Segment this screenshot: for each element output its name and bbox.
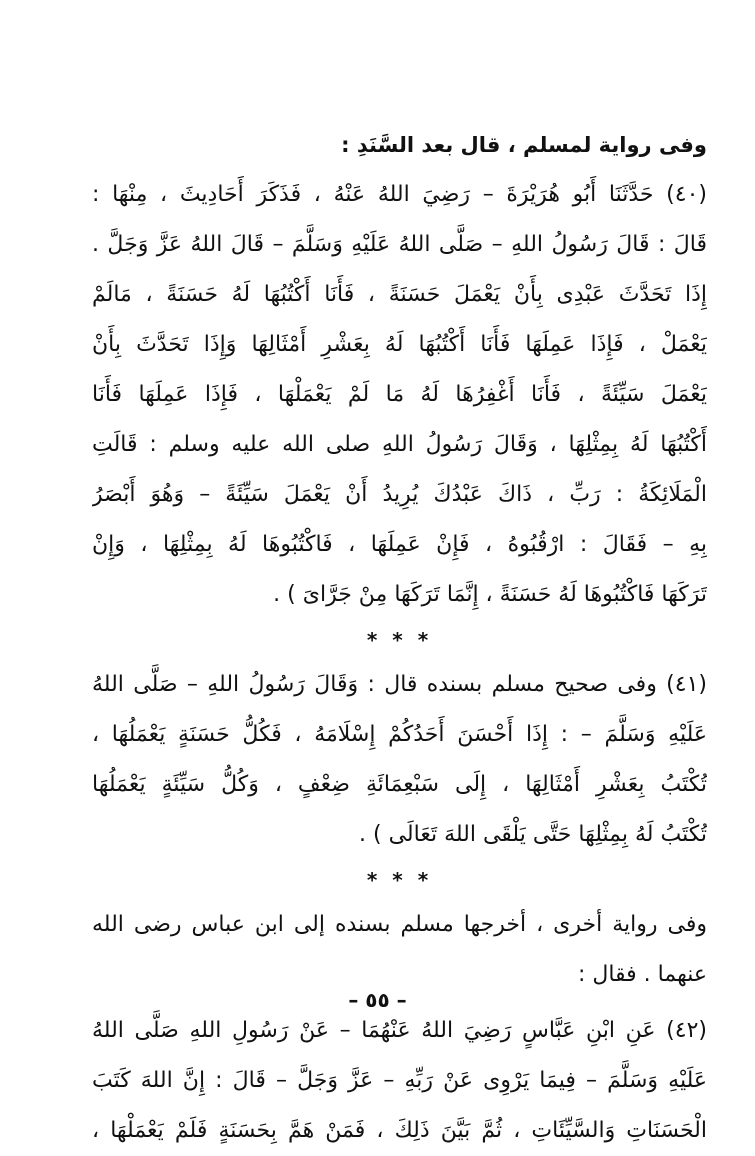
text-line: أَكْتُبُهَا لَهُ بِمِثْلِهَا ، وَقَالَ رَسُولُ اللهِ صلى الله عليه وسلم : قَالَتِ	[92, 432, 707, 457]
text-line: تَرَكَهَا فَاكْتُبُوهَا لَهُ حَسَنَةً ، إِنَّمَا تَرَكَهَا مِنْ جَرَّاىَ ) .	[273, 582, 707, 607]
text-line: إِذَا تَحَدَّثَ عَبْدِى بِأَنْ يَعْمَلَ حَسَنَةً ، فَأَنَا أَكْتُبُهَا لَهُ حَسَنَةً ، مَالَمْ	[92, 282, 707, 307]
text-line: عَلَيْهِ وَسَلَّمَ – : إِذَا أَحْسَنَ أَحَدُكُمْ إِسْلَامَهُ ، فَكُلُّ حَسَنَةٍ يَعْمَلُهَا ،	[92, 722, 707, 747]
hadith-42	[92, 1006, 707, 1156]
text-line: (٤٠) حَدَّثَنَا أَبُو هُرَيْرَةَ – رَضِيَ اللهُ عَنْهُ ، فَذَكَرَ أَحَادِيثَ ، مِنْهَا :	[92, 182, 707, 207]
intro-42	[92, 900, 707, 1000]
text-line: وفى رواية أخرى ، أخرجها مسلم بسنده إلى ابن عباس رضى الله	[92, 912, 707, 937]
text-line: قَالَ : قَالَ رَسُولُ اللهِ – صَلَّى اللهُ عَلَيْهِ وَسَلَّمَ – قَالَ اللهُ عَزَّ وَجَلَّ .	[92, 232, 707, 257]
page-number: – ٥٥ –	[348, 988, 407, 1012]
hadith-40	[92, 170, 707, 620]
text-line: تُكْتَبُ بِعَشْرِ أَمْثَالِهَا ، إِلَى سَبْعِمَائَةِ ضِعْفٍ ، وَكُلُّ سَيِّئَةٍ يَعْمَلُهَا	[92, 772, 707, 797]
text-line: عَلَيْهِ وَسَلَّمَ – فِيمَا يَرْوِى عَنْ رَبِّهِ – عَزَّ وَجَلَّ – قَالَ : إِنَّ اللهَ كَتَبَ	[92, 1068, 707, 1093]
text-line: (٤١) وفى صحيح مسلم بسنده قال : وَقَالَ رَسُولُ اللهِ – صَلَّى اللهُ	[92, 672, 707, 697]
text-line: تُكْتَبُ لَهُ بِمِثْلِهَا حَتَّى يَلْقَى اللهَ تَعَالَى ) .	[359, 822, 707, 847]
section-separator: * * *	[366, 868, 433, 892]
section-separator: * * *	[366, 628, 433, 652]
text-line: بِهِ – فَقَالَ : ارْقُبُوهُ ، فَإِنْ عَمِلَهَا ، فَاكْتُبُوهَا لَهُ بِمِثْلِهَا ، وَإِنْ	[92, 532, 707, 557]
hadith-41	[92, 660, 707, 860]
section-heading: وفى رواية لمسلم ، قال بعد السَّنَدِ :	[341, 133, 707, 157]
text-line: الْحَسَنَاتِ وَالسَّيِّئَاتِ ، ثُمَّ بَيَّنَ ذَلِكَ ، فَمَنْ هَمَّ بِحَسَنَةٍ فَلَمْ يَعْمَلْهَا ،	[92, 1118, 707, 1143]
text-line: (٤٢) عَنِ ابْنِ عَبَّاسٍ رَضِيَ اللهُ عَنْهُمَا – عَنْ رَسُولِ اللهِ صَلَّى اللهُ	[92, 1018, 707, 1043]
text-line: يَعْمَلَ سَيِّئَةً ، فَأَنَا أَغْفِرُهَا لَهُ مَا لَمْ يَعْمَلْهَا ، فَإِذَا عَمِلَهَا فَأَنَا	[92, 382, 707, 407]
text-line: يَعْمَلْ ، فَإِذَا عَمِلَهَا فَأَنَا أَكْتُبُهَا لَهُ بِعَشْرِ أَمْثَالِهَا وَإِذَا تَحَدَّثَ بِأَنْ	[92, 332, 707, 357]
text-line: الْمَلَائِكَةُ : رَبِّ ، ذَاكَ عَبْدُكَ يُرِيدُ أَنْ يَعْمَلَ سَيِّئَةً – وَهُوَ أَبْصَرُ	[92, 482, 707, 507]
text-line: عنهما . فقال :	[577, 962, 707, 987]
